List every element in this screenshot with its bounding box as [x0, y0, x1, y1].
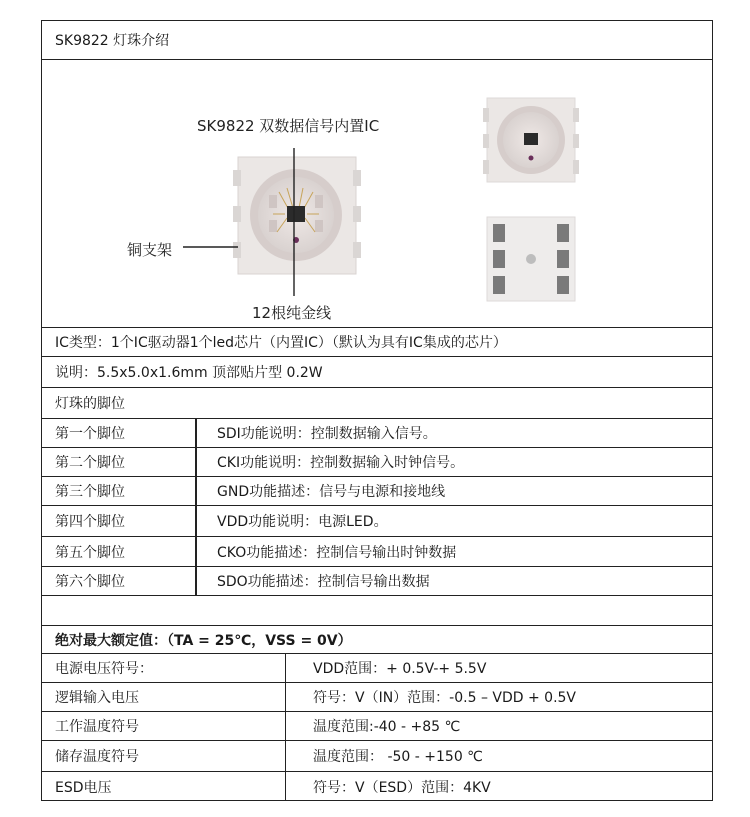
ic-type-text: IC类型：1个IC驱动器1个led芯片（内置IC）（默认为具有IC集成的芯片） [55, 335, 507, 351]
led-illustration [41, 60, 711, 326]
table-row [41, 506, 713, 537]
pin-desc: GND功能描述：信号与电源和接地线 [217, 484, 446, 500]
description-row [41, 357, 713, 388]
pin-name: 第三个脚位 [55, 484, 125, 500]
pins-header: 灯珠的脚位 [55, 396, 125, 412]
pin-desc: CKI功能说明：控制数据输入时钟信号。 [217, 455, 465, 471]
title-row [41, 20, 713, 60]
rating-value: 符号：V（IN）范围：-0.5 – VDD + 0.5V [313, 690, 577, 706]
table-row [41, 712, 713, 741]
rating-value: 符号：V（ESD）范围：4KV [313, 779, 491, 796]
table-row [41, 537, 713, 567]
table-row [41, 477, 713, 506]
description-text: 说明：5.5x5.0x1.6mm 顶部贴片型 0.2W [55, 365, 323, 381]
rating-name: 储存温度符号 [55, 749, 139, 765]
rating-name: 电源电压符号： [55, 661, 153, 677]
table-row [41, 419, 713, 448]
table-row [41, 448, 713, 477]
table-row [41, 741, 713, 772]
spacer-row [41, 596, 713, 626]
pin-name: 第六个脚位 [55, 574, 125, 590]
rating-value: VDD范围：+ 0.5V-+ 5.5V [313, 661, 487, 677]
led-diagram [41, 60, 713, 328]
rating-value: 温度范围:-40 - +85 ℃ [313, 719, 461, 735]
pins-header-row [41, 388, 713, 419]
small-led-bottom [487, 217, 575, 301]
ratings-header-row [41, 626, 713, 654]
pin-name: 第一个脚位 [55, 426, 125, 442]
rating-value: 温度范围： -50 - +150 ℃ [313, 749, 483, 765]
pin-desc: SDO功能描述：控制信号输出数据 [217, 574, 430, 590]
rating-name: 工作温度符号 [55, 719, 139, 735]
wire-label: 12根纯金线 [252, 304, 332, 322]
pin-desc: CKO功能描述：控制信号输出时钟数据 [217, 544, 457, 561]
main-led-package [233, 157, 361, 274]
ic-type-row [41, 328, 713, 357]
table-row [41, 567, 713, 596]
table-row [41, 654, 713, 683]
rating-name: 逻辑输入电压 [55, 690, 139, 706]
bracket-label: 铜支架 [127, 241, 173, 259]
small-led-top [483, 98, 579, 182]
pin-name: 第四个脚位 [55, 514, 125, 530]
rating-name: ESD电压 [55, 779, 112, 796]
pin-name: 第二个脚位 [55, 455, 125, 471]
pin-name: 第五个脚位 [55, 544, 125, 561]
pin-desc: SDI功能说明：控制数据输入信号。 [217, 426, 437, 442]
table-row [41, 683, 713, 712]
ic-label: SK9822 双数据信号内置IC [197, 117, 380, 135]
table-row [41, 772, 713, 801]
page-title: SK9822 灯珠介绍 [55, 32, 170, 49]
pin-desc: VDD功能说明：电源LED。 [217, 514, 388, 530]
ratings-header: 绝对最大额定值：（TA = 25℃，VSS = 0V） [55, 632, 352, 649]
